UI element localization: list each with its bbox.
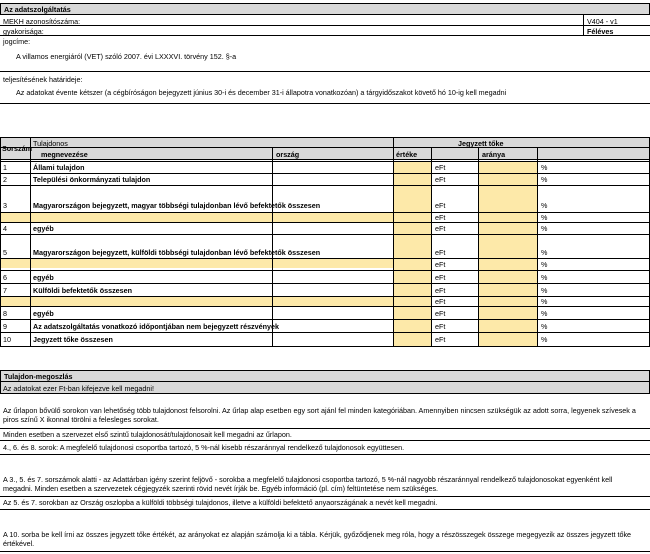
section-title-adatszolgaltatas bbox=[0, 3, 650, 15]
unit-eft: eFt bbox=[435, 260, 446, 269]
col-header-orszag: ország bbox=[276, 150, 300, 159]
unit-eft: eFt bbox=[435, 322, 446, 331]
row-label: Állami tulajdon bbox=[33, 163, 85, 172]
unit-eft: eFt bbox=[435, 201, 446, 210]
unit-pct: % bbox=[541, 224, 548, 233]
unit-eft: eFt bbox=[435, 248, 446, 257]
row-number: 3 bbox=[3, 201, 7, 210]
col-header-jegyzett-toke: Jegyzett tőke bbox=[458, 139, 504, 148]
row-label: Települési önkormányzati tulajdon bbox=[33, 175, 151, 184]
row-number: 6 bbox=[3, 273, 7, 282]
table-header-bg bbox=[0, 137, 650, 159]
row-number: 9 bbox=[3, 322, 7, 331]
unit-pct: % bbox=[541, 322, 548, 331]
mekh-id-label: MEKH azonosítószáma: bbox=[3, 17, 81, 26]
row-label: Magyarországon bejegyzett, külföldi többségi tulajdonban lévő befektetők összesen bbox=[33, 248, 321, 257]
row-label: egyéb bbox=[33, 309, 54, 318]
section-title-tulajdon-megoszlas bbox=[0, 370, 650, 382]
notes-title: Tulajdon-megoszlás bbox=[4, 372, 73, 381]
unit-pct: % bbox=[541, 201, 548, 210]
row-label: egyéb bbox=[33, 273, 54, 282]
row-number: 5 bbox=[3, 248, 7, 257]
row-label: Az adatszolgáltatás vonatkozó időpontjában nem bejegyzett részvények bbox=[33, 322, 280, 331]
unit-pct: % bbox=[541, 309, 548, 318]
row-label: Jegyzett tőke összesen bbox=[33, 335, 113, 344]
frequency-value: Féléves bbox=[587, 27, 614, 36]
row-number: 8 bbox=[3, 309, 7, 318]
unit-pct: % bbox=[541, 286, 548, 295]
unit-eft: eFt bbox=[435, 175, 446, 184]
unit-pct: % bbox=[541, 213, 548, 222]
row-label: Magyarországon bejegyzett, magyar többségi tulajdonban lévő befektetők összesen bbox=[33, 201, 321, 210]
row-3-detail-input[interactable] bbox=[0, 212, 393, 222]
unit-eft: eFt bbox=[435, 224, 446, 233]
unit-eft: eFt bbox=[435, 163, 446, 172]
frequency-label: gyakorisága: bbox=[3, 27, 44, 36]
mekh-id-value: V404 - v1 bbox=[587, 17, 618, 26]
unit-eft: eFt bbox=[435, 273, 446, 282]
row-5-detail-input[interactable] bbox=[0, 258, 393, 268]
notes-subtitle: Az adatokat ezer Ft-ban kifejezve kell megadni! bbox=[3, 384, 155, 393]
row-label: egyéb bbox=[33, 224, 54, 233]
row-number: 2 bbox=[3, 175, 7, 184]
note-paragraph-1: Az űrlapon bővülő sorokon van lehetőség több tulajdonost felsorolni. Az űrlap alap esetben egy sort ajánl fel minden kategóriában. Amennyiben nincsen szükségük az adott sorra, legyenek szívesek a piros színű X ikonnal törölni a felesleges sorokat. bbox=[3, 406, 636, 425]
deadline-label: teljesítésének határideje: bbox=[3, 75, 83, 84]
col-header-aranya: aránya bbox=[482, 150, 506, 159]
row-number: 4 bbox=[3, 224, 7, 233]
row-number: 7 bbox=[3, 286, 7, 295]
note-paragraph-6: A 10. sorba be kell írni az összes jegyzett tőke értékét, az arányokat ez alapján számolja ki a tábla. Kérjük, győződjenek meg róla, hogy a részösszegek összege megegyezik az összes jegyzett tőke értékével. bbox=[3, 530, 632, 549]
unit-pct: % bbox=[541, 335, 548, 344]
row-number: 10 bbox=[3, 335, 11, 344]
col-header-erteke: értéke bbox=[396, 150, 418, 159]
unit-eft: eFt bbox=[435, 213, 446, 222]
legal-basis-value: A villamos energiáról (VET) szóló 2007. évi LXXXVI. törvény 152. §-a bbox=[16, 52, 237, 61]
row-7-detail-input[interactable] bbox=[0, 296, 393, 306]
note-paragraph-4: A 3., 5. és 7. sorszámok alatti - az Adattárban igény szerint feljövő - sorokba a megfelelő tulajdonosi csoportba tartozó, 5 %-nál nagyobb részaránnyal rendelkező tulajdonosokat egyenként kell megadni. Minden esetben a szervezetek cégjegyzék szerinti rövid nevét írják be. Egyéb információ (pl. cím) feltüntetése nem szükséges. bbox=[3, 475, 613, 494]
col-header-tulajdonos: Tulajdonos bbox=[33, 139, 68, 148]
deadline-value: Az adatokat évente kétszer (a cégbíróságon bejegyzett június 30-i és december 31-i állapotra vonatkozóan) a tárgyidőszakot követő hó 10-ig kell megadni bbox=[16, 88, 507, 97]
legal-basis-label: jogcíme: bbox=[3, 37, 31, 46]
note-paragraph-3: 4., 6. és 8. sorok: A megfelelő tulajdonosi csoportba tartozó, 5 %-nál kisebb részaránnyal rendelkező tulajdonosok együttesen. bbox=[3, 443, 405, 452]
unit-eft: eFt bbox=[435, 309, 446, 318]
section-title: Az adatszolgáltatás bbox=[4, 5, 71, 14]
col-header-sorszam: Sorszám bbox=[2, 144, 32, 153]
unit-pct: % bbox=[541, 163, 548, 172]
unit-pct: % bbox=[541, 175, 548, 184]
note-paragraph-5: Az 5. és 7. sorokban az Ország oszlopba a külföldi többségi tulajdonos, illetve a külföldi befektető anyaországának a nevét kell megadni. bbox=[3, 498, 438, 507]
col-header-megnevezese: megnevezése bbox=[41, 150, 88, 159]
unit-pct: % bbox=[541, 248, 548, 257]
unit-pct: % bbox=[541, 273, 548, 282]
unit-eft: eFt bbox=[435, 286, 446, 295]
unit-eft: eFt bbox=[435, 335, 446, 344]
unit-eft: eFt bbox=[435, 297, 446, 306]
unit-pct: % bbox=[541, 297, 548, 306]
note-paragraph-2: Minden esetben a szervezet első szintű tulajdonosát/tulajdonosait kell megadni az űrlapon. bbox=[3, 430, 292, 439]
row-number: 1 bbox=[3, 163, 7, 172]
unit-pct: % bbox=[541, 260, 548, 269]
row-label: Külföldi befektetők összesen bbox=[33, 286, 133, 295]
